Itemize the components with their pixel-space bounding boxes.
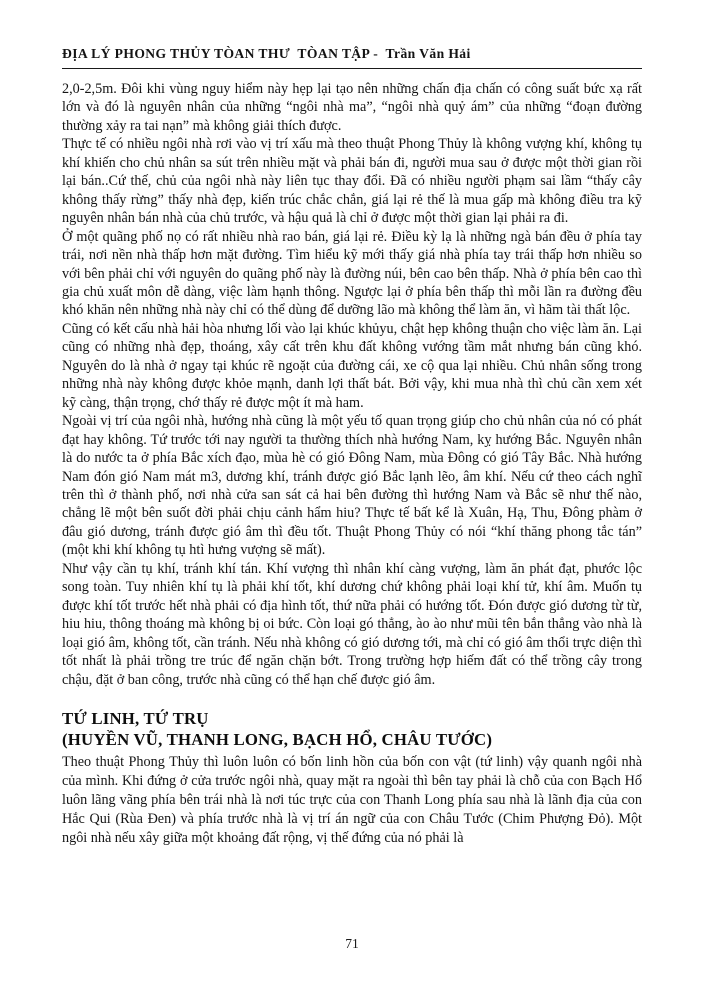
running-header: ĐỊA LÝ PHONG THỦY TÒAN THƯ TÒAN TẬP - Trần Văn Hải [62, 46, 471, 61]
section-heading-line2: (HUYỀN VŨ, THANH LONG, BẠCH HỔ, CHÂU TƯỚC) [62, 730, 493, 750]
body-paragraph: Theo thuật Phong Thủy thì luôn luôn có bốn linh hồn của bốn con vật (tứ linh) vậy quanh ngôi nhà của mình. Khi đứng ở cửa trước ngôi nhà, quay mặt ra ngoài thì bên tay phải là chỗ của con Bạch Hổ luôn lãng vãng phía bên trái nhà là nơi túc trực của con Thanh Long phía sau nhà là lãnh địa của con Hắc Qui (Rùa Đen) và phía trước nhà là vị trí án ngữ của con Châu Tước (Chim Phượng Đỏ). Một ngôi nhà nếu xây giữa một khoảng đất rộng, vị thế đứng của nó phải là [62, 753, 642, 846]
body-paragraph: 2,0-2,5m. Đôi khi vùng nguy hiểm này hẹp lại tạo nên những chấn địa chấn có công suất bức xạ rất lớn và đó là nguyên nhân của những “ngôi nhà ma”, “ngôi nhà quỷ ám” của những “đoạn đường thường xảy ra tai nạn” mà không giải thích được. [62, 81, 642, 134]
body-paragraph: Thực tế có nhiều ngôi nhà rơi vào vị trí xấu mà theo thuật Phong Thủy là không vượng khí, không tụ khí khiến cho chủ nhân sa sút trên nhiều mặt và phải bán đi, người mua sau ở được một thời gian rồi lại bán..Cứ thế, chủ của ngôi nhà này liên tục thay đổi. Đã có nhiều người phạm sai lầm “thấy cây không thấy rừng” thấy nhà đẹp, kiến trúc chắc chắn, giá lại rẻ thế là mua gấp mà không điều tra kỹ nguyên nhân bán nhà của chủ trước, và hậu quả là chỉ ở được một thời gian lại phải ra đi. [62, 136, 642, 227]
page-number: 71 [345, 936, 359, 951]
section-body-block [62, 753, 642, 848]
body-text-block [62, 80, 642, 689]
section-heading [62, 708, 642, 751]
body-paragraph: Như vậy cần tụ khí, tránh khí tán. Khí vượng thì nhân khí càng vượng, làm ăn phát đạt, phước lộc song toàn. Tuy nhiên khí tụ là phải khí tốt, khí dương chứ không phải loại khí tử, khí âm. Muốn tụ được khí tốt trước hết nhà phải có địa hình tốt, thứ nữa phải có hướng tốt. Đón được gió dương từ từ, hiu hiu, thông thoáng mà không bị oi bức. Còn loại gó thẳng, ào ào như mũi tên bắn thẳng vào nhà là loại gió âm, không tốt, cần tránh. Nếu nhà không có gió dương tới, mà chỉ có gió âm thổi trực diện thì tốt nhất là phải trồng tre trúc để ngăn chặn bớt. Trong trường hợp hiếm đất có thể trồng cây trong chậu, đặt ở ban công, trước nhà cũng có thể hạn chế được gió âm. [62, 560, 642, 688]
header-divider [62, 68, 642, 69]
body-paragraph: Cũng có kết cấu nhà hải hòa nhưng lối vào lại khúc khủyu, chật hẹp không thuận cho việc làm ăn. Lại cũng có những nhà đẹp, thoáng, xây cất trên khu đất không vướng tầm mắt nhưng bán cũng khó. Nguyên do là nhà ở ngay tại khúc rẽ ngoặt của đường cái, xe cộ qua lại nhiều. Chủ nhân sống trong những nhà này không được khỏe mạnh, danh lợi thất bát. Bởi vậy, khi mua nhà thì chủ cần xem xét kỹ càng, thận trọng, chớ thấy rẻ được một ít mà ham. [62, 320, 642, 411]
body-paragraph: Ngoài vị trí của ngôi nhà, hướng nhà cũng là một yếu tố quan trọng giúp cho chủ nhân của nó có phát đạt hay không. Tứ trước tới nay người ta thường thích nhà hướng Nam, kỵ hướng Bắc. Nguyên nhân là do nước ta ở phía Bắc xích đạo, mùa hè có gió Đông Nam, mùa Đông có gió Tây Bắc. Nhà hướng Nam đón gió Nam mát m3, dương khí, tránh được gió Bắc lạnh lẽo, âm khí. Nếu cứ theo cách nghĩ trên thì ở thành phố, nơi nhà cửa san sát cả hai bên đường thì hướng Nam và Bắc sẽ như thế nào, chẳng lẽ một bên suốt đời phải chịu cảnh hẩm hiu? Thực tế bất kể là Xuân, Hạ, Thu, Đông phàm ở đâu gió dương, tránh được gió âm thì đều tốt. Thuật Phong Thủy có nói “khí thăng phong tắc tán” (một khi khí không tụ htì hưng vượng sẽ mất). [62, 413, 642, 559]
section-heading-line1: TỨ LINH, TỨ TRỤ [62, 708, 209, 728]
page-content [62, 46, 642, 847]
body-paragraph: Ở một quãng phố nọ có rất nhiều nhà rao bán, giá lại rẻ. Điều kỳ lạ là những ngà bán đều ở phía tay trái, nơi nền nhà thấp hơn mặt đường. Tìm hiểu kỹ mới thấy giá nhà phía tay trái thấp hơn nhiều so với bên phải chỉ với nguyên do quãng phố này là đường núi, bên cao bên thấp. Nhà ở phía bên cao thì gia chủ xuất môn dễ dàng, việc làm hạnh thông. Ngược lại ở phía bên thấp thì mỗi lần ra đường đều khó khăn nên những nhà này chỉ có thể dùng để dưỡng lão mà không thể làm ăn, vì hãm tài thất lộc. [62, 228, 642, 319]
